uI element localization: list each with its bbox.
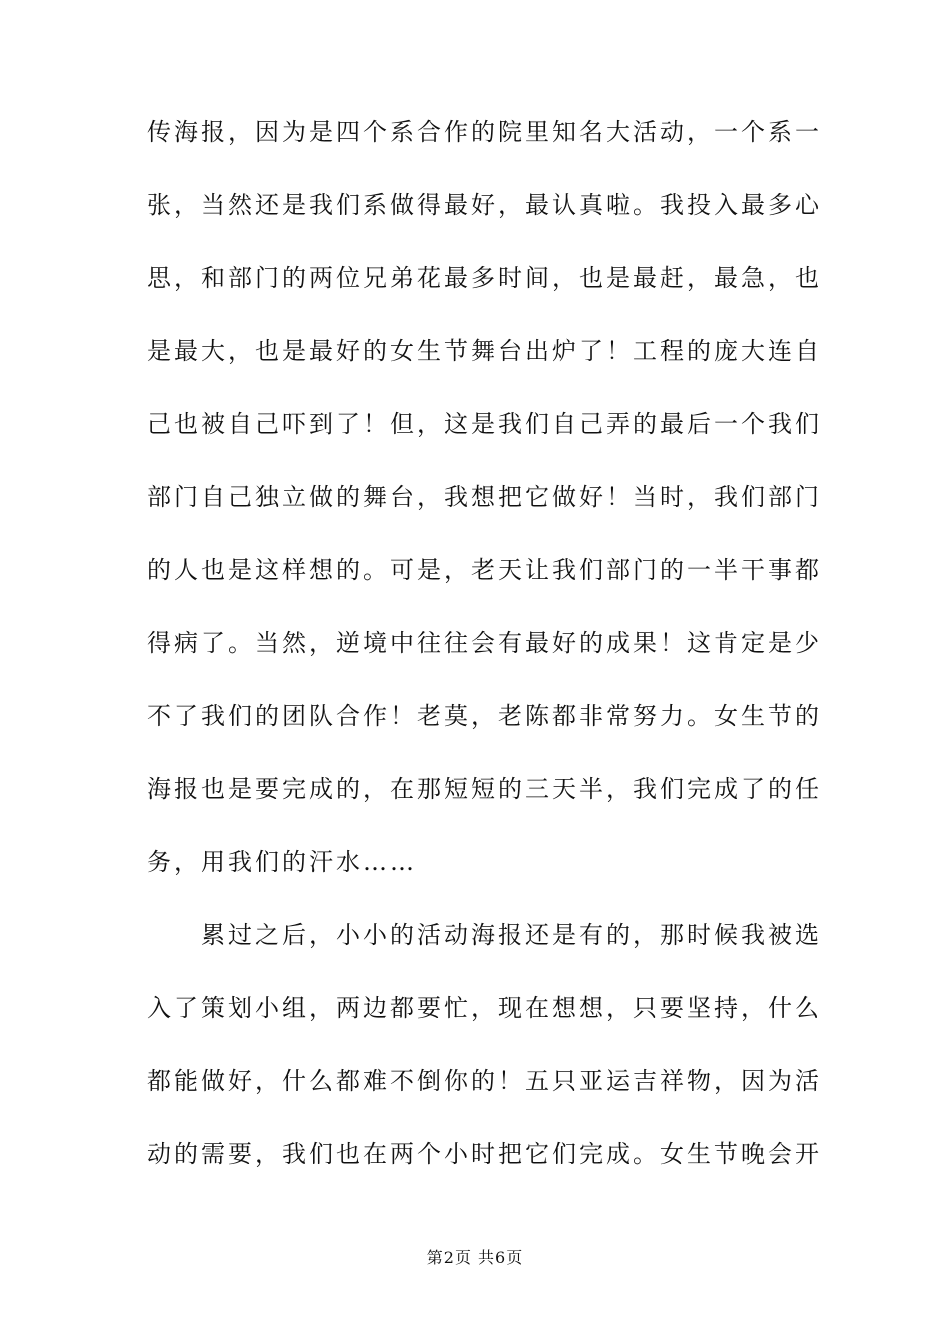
text-line: 部门自己独立做的舞台，我想把它做好！当时，我们部门	[147, 483, 822, 511]
text-line: 都能做好，什么都难不倒你的！五只亚运吉祥物，因为活	[147, 1067, 822, 1095]
text-line: 思，和部门的两位兄弟花最多时间，也是最赶，最急，也	[147, 264, 822, 292]
text-line: 得病了。当然，逆境中往往会有最好的成果！这肯定是少	[147, 629, 822, 657]
text-line: 累过之后，小小的活动海报还是有的，那时候我被选	[147, 921, 822, 949]
page-number-footer: 第2页 共6页	[426, 1248, 524, 1267]
text-line: 是最大，也是最好的女生节舞台出炉了！工程的庞大连自	[147, 337, 822, 365]
text-line: 己也被自己吓到了！但，这是我们自己弄的最后一个我们	[147, 410, 822, 438]
text-line: 不了我们的团队合作！老莫，老陈都非常努力。女生节的	[147, 702, 822, 730]
text-line: 动的需要，我们也在两个小时把它们完成。女生节晚会开	[147, 1140, 822, 1168]
body-text	[147, 115, 822, 1210]
text-line: 的人也是这样想的。可是，老天让我们部门的一半干事都	[147, 556, 822, 584]
text-line: 入了策划小组，两边都要忙，现在想想，只要坚持，什么	[147, 994, 822, 1022]
text-line: 张，当然还是我们系做得最好，最认真啦。我投入最多心	[147, 191, 822, 219]
text-line: 传海报，因为是四个系合作的院里知名大活动，一个系一	[147, 118, 822, 146]
text-line: 海报也是要完成的，在那短短的三天半，我们完成了的任	[147, 775, 822, 803]
text-line: 务，用我们的汗水……	[147, 848, 417, 876]
